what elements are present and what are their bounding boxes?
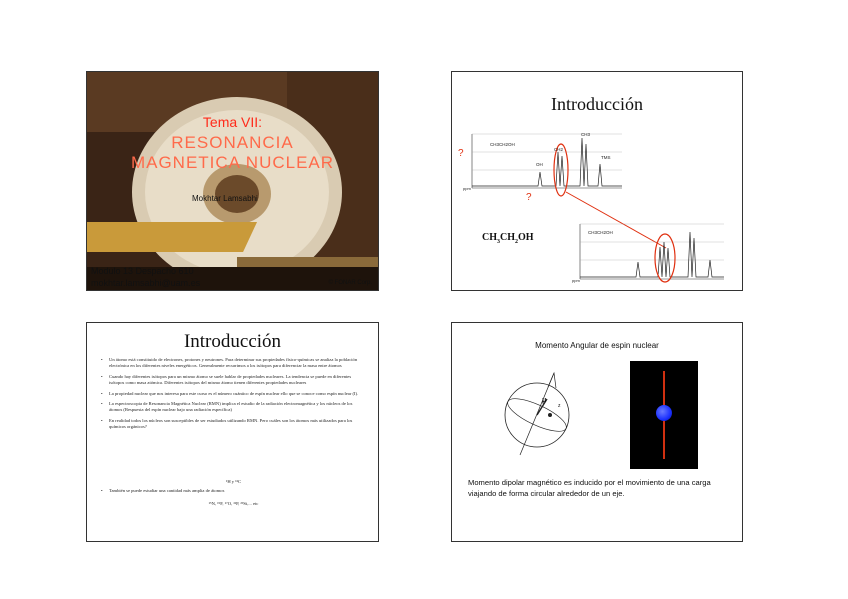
- upper-axis-unit: ppm: [463, 186, 471, 191]
- bullet-item: • La espectroscopia de Resonancia Magnética Nuclear (RMN) implica el estudio de la radiación electromagnética y los núcleos de los átomos (Respuesta del espín nuclear bajo una radiación específica): [101, 401, 366, 414]
- spin-sphere-diagram: [452, 323, 743, 542]
- mu-label: μ: [542, 397, 547, 404]
- question-mark-left: ?: [458, 148, 464, 159]
- peak-label-oh: OH: [536, 162, 543, 167]
- peak-label-ch2: CH2: [554, 147, 564, 152]
- lower-axis-unit: ppm: [572, 278, 580, 283]
- slide-title: [86, 71, 379, 291]
- slide-introduccion-text: [86, 322, 379, 542]
- question-mark-bottom: ?: [526, 192, 532, 203]
- peak-label-tms: TMS: [601, 155, 611, 160]
- mri-machine-photo: [87, 72, 379, 291]
- ethanol-formula: $CH_3CH_2OH$: [482, 232, 534, 245]
- axis-label: z: [558, 403, 561, 409]
- slide-momento-angular: [451, 322, 743, 542]
- bullet-item: • La propiedad nuclear que nos interesa para este curso es el número cuántico de espín nuclear ello que se conoce como espín nuclear (I).: [101, 391, 366, 397]
- slide1-photo-credit: © FONAR Corp.: [328, 280, 372, 286]
- nucleus-sphere: [656, 405, 672, 421]
- bullet-item: • En realidad todos los núcleos son susceptibles de ser estudiados utilizando RMN. Pero cuáles son los átomos más utilizados para los químicos orgánicos?: [101, 418, 366, 431]
- slide3-bullet-list: [101, 357, 366, 435]
- slide1-footer-office: Modulo 13 Despacho 610: [91, 266, 194, 276]
- slide3-title: Introducción: [183, 331, 282, 352]
- slide1-subtitle-line1: RESONANCIA: [171, 133, 294, 152]
- slide4-title: Momento Angular de espin nuclear: [535, 341, 659, 350]
- spinning-nucleus-image: [630, 361, 698, 469]
- peak-label-ch3: CH3: [581, 132, 591, 137]
- slide-introduccion-spectra: [451, 71, 743, 291]
- slide2-title: Introducción: [551, 94, 643, 114]
- bullet-item-last: • También se puede estudiar una cantidad más amplia de átomos: [101, 488, 225, 493]
- upper-spectrum-label: CH3CH2OH: [490, 142, 515, 147]
- nuclei-common: ¹H y ¹³C: [225, 479, 242, 484]
- slide1-author: Mokhtar Lamsabhi: [192, 194, 258, 203]
- bullet-item: • Un átomo está constituido de electrones, protones y neutrones. Para determinar sus propiedades físico-químicas se analiza la población electrónica en los diferentes niveles energéticos. Generalmente recurrimos a los isótopos para diferenciar la masa entre átomos: [101, 357, 366, 370]
- slide1-footer-email: mokhtar.lamsabhi@uam.es: [91, 278, 201, 288]
- slide1-title: Tema VII:: [202, 114, 263, 130]
- bullet-item: • Cuando hay diferentes isótopos para un mismo átomo se suele hablar de propiedades nucleares. La tendencia se puede en diferentes isótopos como masa atómica. Diferentes isótopos del mismo átomo tienen diferentes propiedades nucleares: [101, 374, 366, 387]
- nuclei-other: ¹⁵N, ¹⁹F, ¹⁷O, ³¹P, ²⁹Si,... etc: [208, 501, 259, 506]
- nmr-spectra: [452, 72, 743, 291]
- slide1-subtitle-line2: MAGNETICA NUCLEAR: [130, 153, 335, 172]
- lower-spectrum-label: CH3CH2OH: [588, 230, 613, 235]
- slide4-caption: Momento dipolar magnético es inducido por el movimiento de una carga viajando de forma circular alrededor de un eje.: [468, 478, 711, 498]
